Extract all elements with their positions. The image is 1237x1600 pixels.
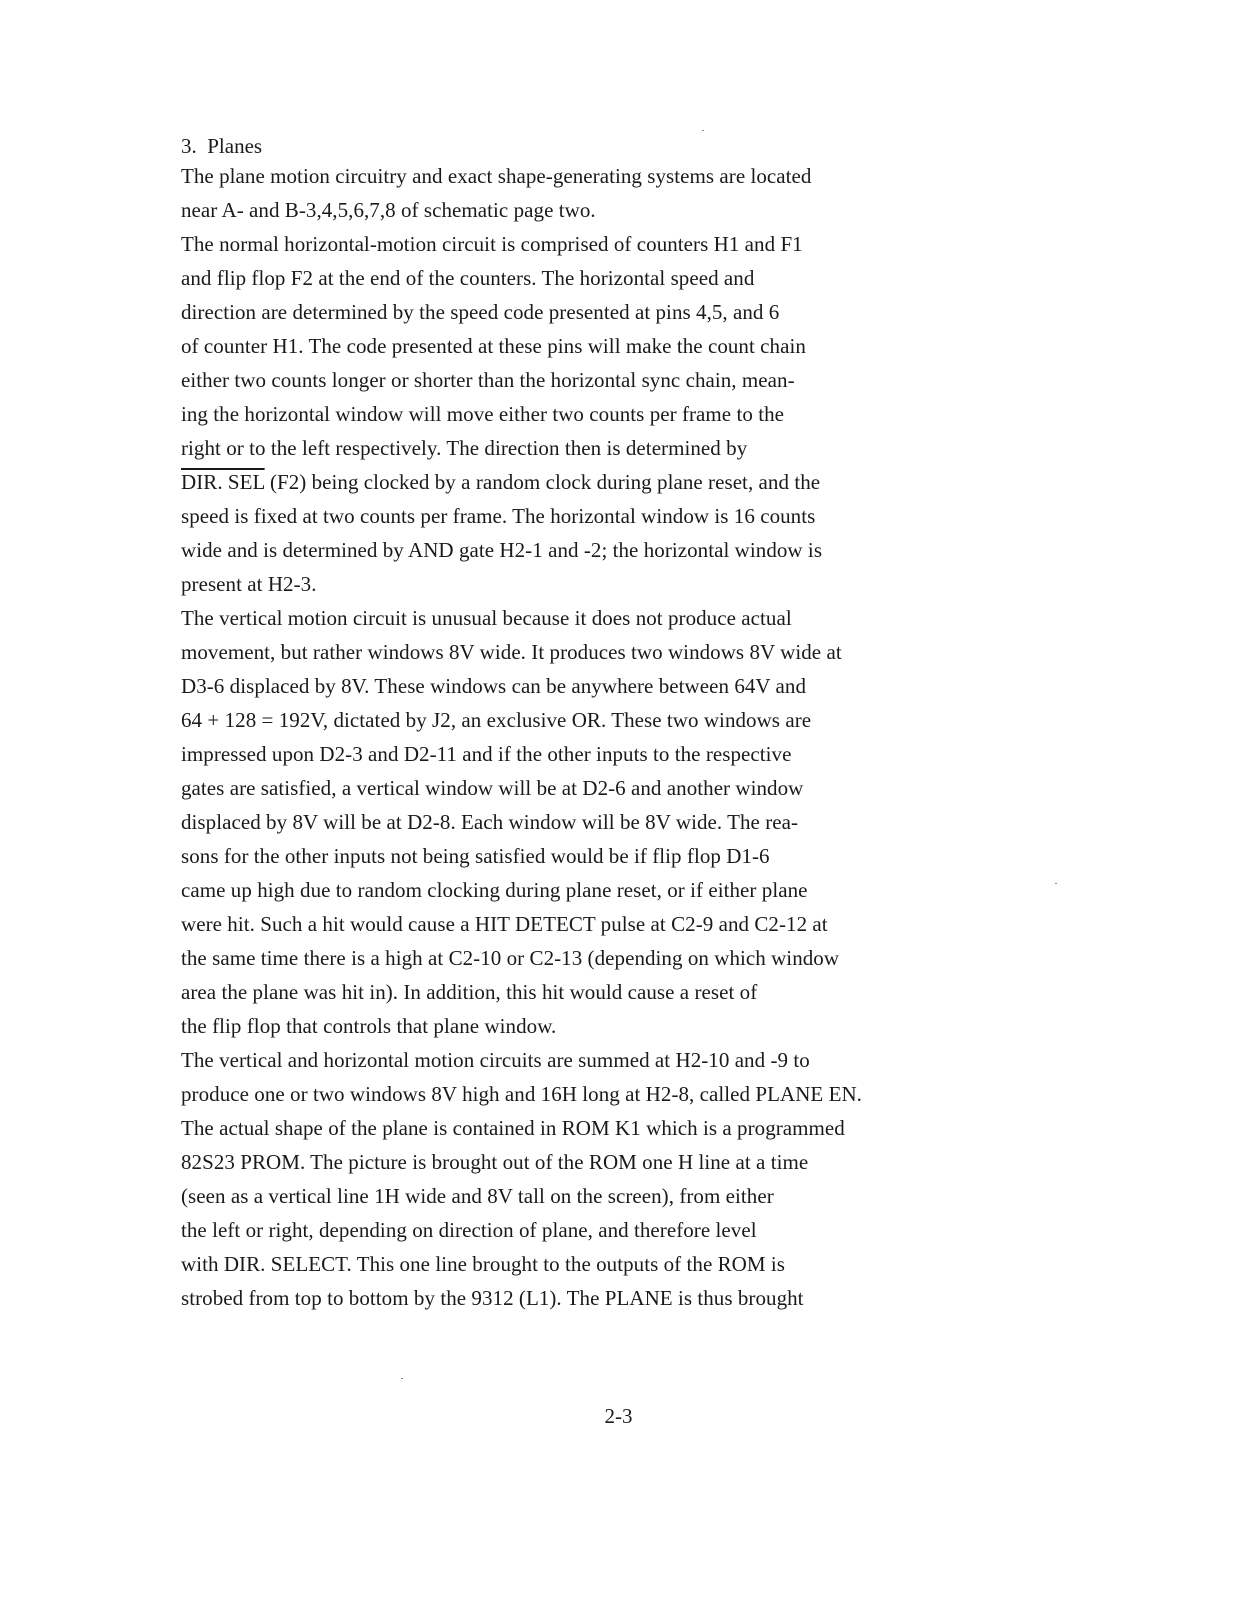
dir-sel-signal: DIR. SEL xyxy=(181,470,265,494)
body-line-11: speed is fixed at two counts per frame. The horizontal window is 16 counts xyxy=(181,504,816,528)
body-line-5: direction are determined by the speed code presented at pins 4,5, and 6 xyxy=(181,300,780,324)
body-line-32: the left or right, depending on direction of plane, and therefore level xyxy=(181,1218,757,1242)
body-line-27: The vertical and horizontal motion circuits are summed at H2-10 and -9 to xyxy=(181,1048,810,1072)
section-heading: 3. Planes xyxy=(181,134,263,158)
body-line-28: produce one or two windows 8V high and 16H long at H2-8, called PLANE EN. xyxy=(181,1082,862,1106)
body-line-17: 64 + 128 = 192V, dictated by J2, an exclusive OR. These two windows are xyxy=(181,708,812,732)
body-line-21: sons for the other inputs not being satisfied would be if flip flop D1-6 xyxy=(181,844,770,868)
scan-speck xyxy=(401,1378,403,1379)
body-line-15: movement, but rather windows 8V wide. It produces two windows 8V wide at xyxy=(181,640,842,664)
body-line-25: area the plane was hit in). In addition, this hit would cause a reset of xyxy=(181,980,758,1004)
body-line-14: The vertical motion circuit is unusual because it does not produce actual xyxy=(181,606,792,630)
body-line-20: displaced by 8V will be at D2-8. Each window will be 8V wide. The rea- xyxy=(181,810,799,834)
body-line-6: of counter H1. The code presented at these pins will make the count chain xyxy=(181,334,806,358)
body-line-3: The normal horizontal-motion circuit is comprised of counters H1 and F1 xyxy=(181,232,803,256)
body-line-22: came up high due to random clocking during plane reset, or if either plane xyxy=(181,878,808,902)
body-line-4: and flip flop F2 at the end of the counters. The horizontal speed and xyxy=(181,266,755,290)
body-line-34: strobed from top to bottom by the 9312 (L1). The PLANE is thus brought xyxy=(181,1286,804,1310)
scan-speck xyxy=(1055,883,1057,884)
body-line-30: 82S23 PROM. The picture is brought out of the ROM one H line at a time xyxy=(181,1150,809,1174)
body-line-16: D3-6 displaced by 8V. These windows can be anywhere between 64V and xyxy=(181,674,807,698)
body-line-9: right or to the left respectively. The direction then is determined by xyxy=(181,436,748,460)
body-line-24: the same time there is a high at C2-10 or C2-13 (depending on which window xyxy=(181,946,840,970)
body-line-12: wide and is determined by AND gate H2-1 and -2; the horizontal window is xyxy=(181,538,823,562)
body-line-31: (seen as a vertical line 1H wide and 8V tall on the screen), from either xyxy=(181,1184,774,1208)
body-line-19: gates are satisfied, a vertical window will be at D2-6 and another window xyxy=(181,776,804,800)
body-line-2: near A- and B-3,4,5,6,7,8 of schematic page two. xyxy=(181,198,596,222)
body-line-26: the flip flop that controls that plane window. xyxy=(181,1014,557,1038)
body-line-33: with DIR. SELECT. This one line brought to the outputs of the ROM is xyxy=(181,1252,786,1276)
body-line-1: The plane motion circuitry and exact shape-generating systems are located xyxy=(181,164,812,188)
body-line-29: The actual shape of the plane is contained in ROM K1 which is a programmed xyxy=(181,1116,845,1140)
body-line-23: were hit. Such a hit would cause a HIT DETECT pulse at C2-9 and C2-12 at xyxy=(181,912,828,936)
body-line-8: ing the horizontal window will move either two counts per frame to the xyxy=(181,402,785,426)
body-line-18: impressed upon D2-3 and D2-11 and if the other inputs to the respective xyxy=(181,742,792,766)
body-line-7: either two counts longer or shorter than the horizontal sync chain, mean- xyxy=(181,368,795,392)
body-line-10 xyxy=(181,468,820,496)
scan-speck xyxy=(702,130,704,131)
body-line-10-text: (F2) being clocked by a random clock during plane reset, and the xyxy=(269,470,821,494)
body-line-13: present at H2-3. xyxy=(181,572,317,596)
page-number: 2-3 xyxy=(604,1404,633,1428)
